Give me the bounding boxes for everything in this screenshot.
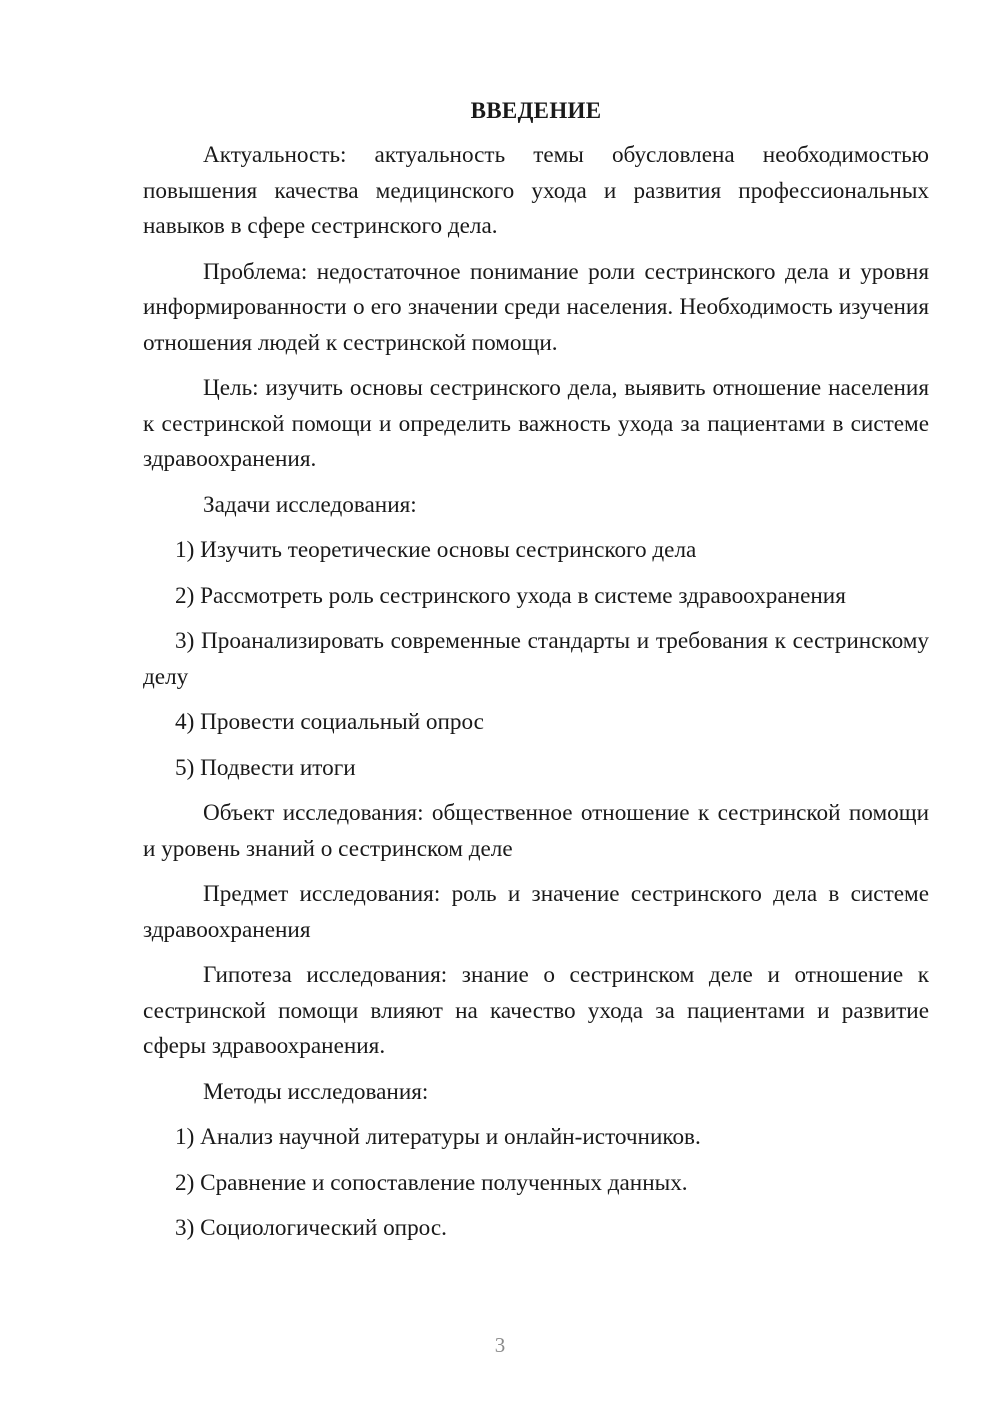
method-item: 1) Анализ научной литературы и онлайн-источников.	[175, 1124, 701, 1150]
hypothesis-paragraph: Гипотеза исследования: знание о сестринском деле и отношение к сестринской помощи влияют на качество ухода за пациентами и развитие сферы здравоохранения.	[143, 962, 929, 1059]
task-item: 1) Изучить теоретические основы сестринского дела	[175, 537, 697, 563]
page-content	[143, 93, 929, 1257]
task-item: 5) Подвести итоги	[175, 754, 356, 781]
task-item: 4) Провести социальный опрос	[175, 709, 484, 735]
task-item: 3) Проанализировать современные стандарты и требования к сестринскому делу	[143, 628, 929, 690]
method-item: 2) Сравнение и сопоставление полученных данных.	[175, 1169, 688, 1196]
relevance-paragraph: Актуальность: актуальность темы обусловлена необходимостью повышения качества медицинского ухода и развития профессиональных навыков в сфере сестринского дела.	[143, 142, 929, 239]
subject-paragraph: Предмет исследования: роль и значение сестринского дела в системе здравоохранения	[143, 881, 929, 943]
goal-paragraph: Цель: изучить основы сестринского дела, выявить отношение населения к сестринской помощи и определить важность ухода за пациентами в системе здравоохранения.	[143, 375, 929, 472]
tasks-heading: Задачи исследования:	[203, 491, 417, 518]
task-item: 2) Рассмотреть роль сестринского ухода в системе здравоохранения	[175, 582, 846, 609]
object-paragraph: Объект исследования: общественное отношение к сестринской помощи и уровень знаний о сестринском деле	[143, 800, 929, 862]
method-item: 3) Социологический опрос.	[175, 1215, 447, 1241]
page-title: ВВЕДЕНИЕ	[470, 98, 602, 123]
methods-heading: Методы исследования:	[203, 1078, 429, 1105]
page-number: 3	[494, 1333, 506, 1357]
problem-paragraph: Проблема: недостаточное понимание роли сестринского дела и уровня информированности о его значении среди населения. Необходимость изучения отношения людей к сестринской помощи.	[143, 258, 929, 356]
